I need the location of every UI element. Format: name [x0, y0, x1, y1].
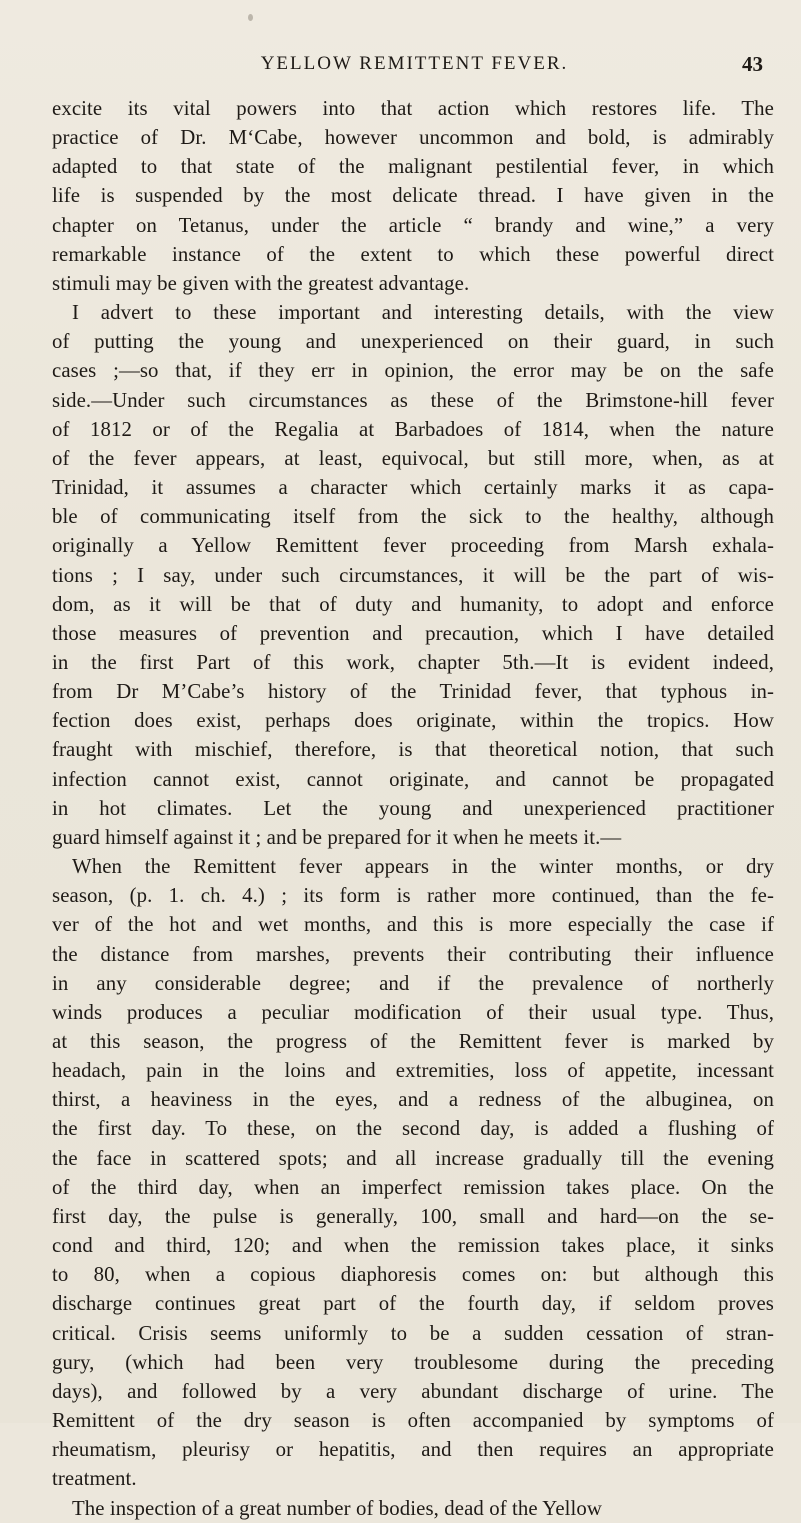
- text-line: rheumatism, pleurisy or hepatitis, and then requires an appropriate: [52, 1438, 774, 1462]
- text-line: adapted to that state of the malignant pestilential fever, in which: [52, 155, 774, 179]
- text-line: of the fever appears, at least, equivocal, but still more, when, as at: [52, 446, 774, 470]
- text-line: of the third day, when an imperfect remission takes place. On the: [52, 1175, 774, 1199]
- text-line: dom, as it will be that of duty and humanity, to adopt and enforce: [52, 592, 774, 616]
- text-line: side.—Under such circumstances as these of the Brimstone-hill fever: [52, 388, 774, 412]
- text-line: of putting the young and unexperienced on their guard, in such: [52, 330, 774, 354]
- paragraph: [52, 298, 774, 852]
- paragraph: [52, 1494, 774, 1523]
- text-line: from Dr M’Cabe’s history of the Trinidad fever, that typhous in-: [52, 680, 774, 704]
- text-line: cond and third, 120; and when the remission takes place, it sinks: [52, 1234, 774, 1258]
- text-line: those measures of prevention and precaution, which I have detailed: [52, 621, 774, 645]
- text-line: Trinidad, it assumes a character which certainly marks it as capa-: [52, 476, 774, 500]
- text-line: The inspection of a great number of bodies, dead of the Yellow: [72, 1496, 603, 1520]
- text-line: the first day. To these, on the second day, is added a flushing of: [52, 1117, 774, 1141]
- text-line: ble of communicating itself from the sick to the healthy, although: [52, 505, 774, 529]
- text-line: fraught with mischief, therefore, is that theoretical notion, that such: [52, 738, 774, 762]
- text-line: in any considerable degree; and if the prevalence of northerly: [52, 971, 774, 995]
- text-line: Remittent of the dry season is often accompanied by symptoms of: [52, 1409, 774, 1433]
- page-number: 43: [742, 51, 763, 76]
- text-line: practice of Dr. M‘Cabe, however uncommon and bold, is admirably: [52, 126, 774, 150]
- text-line: tions ; I say, under such circumstances, it will be the part of wis-: [52, 563, 774, 587]
- text-line: days), and followed by a very abundant discharge of urine. The: [52, 1379, 774, 1403]
- text-line: discharge continues great part of the fourth day, if seldom proves: [52, 1292, 774, 1316]
- ink-speck: [248, 14, 253, 21]
- text-line: in hot climates. Let the young and unexperienced practitioner: [52, 796, 774, 820]
- text-line: remarkable instance of the extent to which these powerful direct: [52, 242, 774, 266]
- text-line: I advert to these important and interesting details, with the view: [72, 301, 774, 325]
- text-line: treatment.: [52, 1467, 137, 1491]
- text-line: excite its vital powers into that action which restores life. The: [52, 97, 774, 120]
- text-line: season, (p. 1. ch. 4.) ; its form is rather more continued, than the fe-: [52, 884, 774, 908]
- text-line: When the Remittent fever appears in the winter months, or dry: [72, 855, 774, 879]
- page-header: [58, 48, 771, 80]
- text-line: thirst, a heaviness in the eyes, and a redness of the albuginea, on: [52, 1088, 774, 1112]
- text-line: headach, pain in the loins and extremities, loss of appetite, incessant: [52, 1059, 774, 1083]
- text-line: life is suspended by the most delicate thread. I have given in the: [52, 184, 774, 208]
- text-line: fection does exist, perhaps does originate, within the tropics. How: [52, 709, 774, 733]
- running-head: YELLOW REMITTENT FEVER.: [260, 53, 569, 74]
- text-line: of 1812 or of the Regalia at Barbadoes of 1814, when the nature: [52, 417, 774, 441]
- text-line: stimuli may be given with the greatest advantage.: [52, 271, 470, 295]
- text-line: winds produces a peculiar modification of their usual type. Thus,: [52, 1000, 774, 1024]
- text-line: at this season, the progress of the Remittent fever is marked by: [52, 1030, 774, 1053]
- text-line: the distance from marshes, prevents their contributing their influence: [52, 942, 774, 966]
- text-line: originally a Yellow Remittent fever proceeding from Marsh exhala-: [52, 534, 774, 558]
- text-line: the face in scattered spots; and all increase gradually till the evening: [52, 1146, 774, 1170]
- text-line: to 80, when a copious diaphoresis comes on: but although this: [52, 1263, 774, 1287]
- text-line: cases ;—so that, if they err in opinion, the error may be on the safe: [52, 359, 774, 383]
- text-line: gury, (which had been very troublesome during the preceding: [52, 1350, 774, 1374]
- text-line: guard himself against it ; and be prepared for it when he meets it.—: [52, 825, 622, 849]
- body-text: [52, 94, 774, 1523]
- text-line: in the first Part of this work, chapter 5th.—It is evident indeed,: [52, 650, 774, 674]
- paragraph: [52, 94, 774, 298]
- text-line: critical. Crisis seems uniformly to be a sudden cessation of stran-: [52, 1321, 774, 1345]
- text-line: infection cannot exist, cannot originate, and cannot be propagated: [52, 767, 774, 791]
- text-line: first day, the pulse is generally, 100, small and hard—on the se-: [52, 1204, 774, 1228]
- paragraph: [52, 852, 774, 1493]
- text-line: chapter on Tetanus, under the article “ brandy and wine,” a very: [52, 213, 774, 237]
- text-line: ver of the hot and wet months, and this is more especially the case if: [52, 913, 774, 937]
